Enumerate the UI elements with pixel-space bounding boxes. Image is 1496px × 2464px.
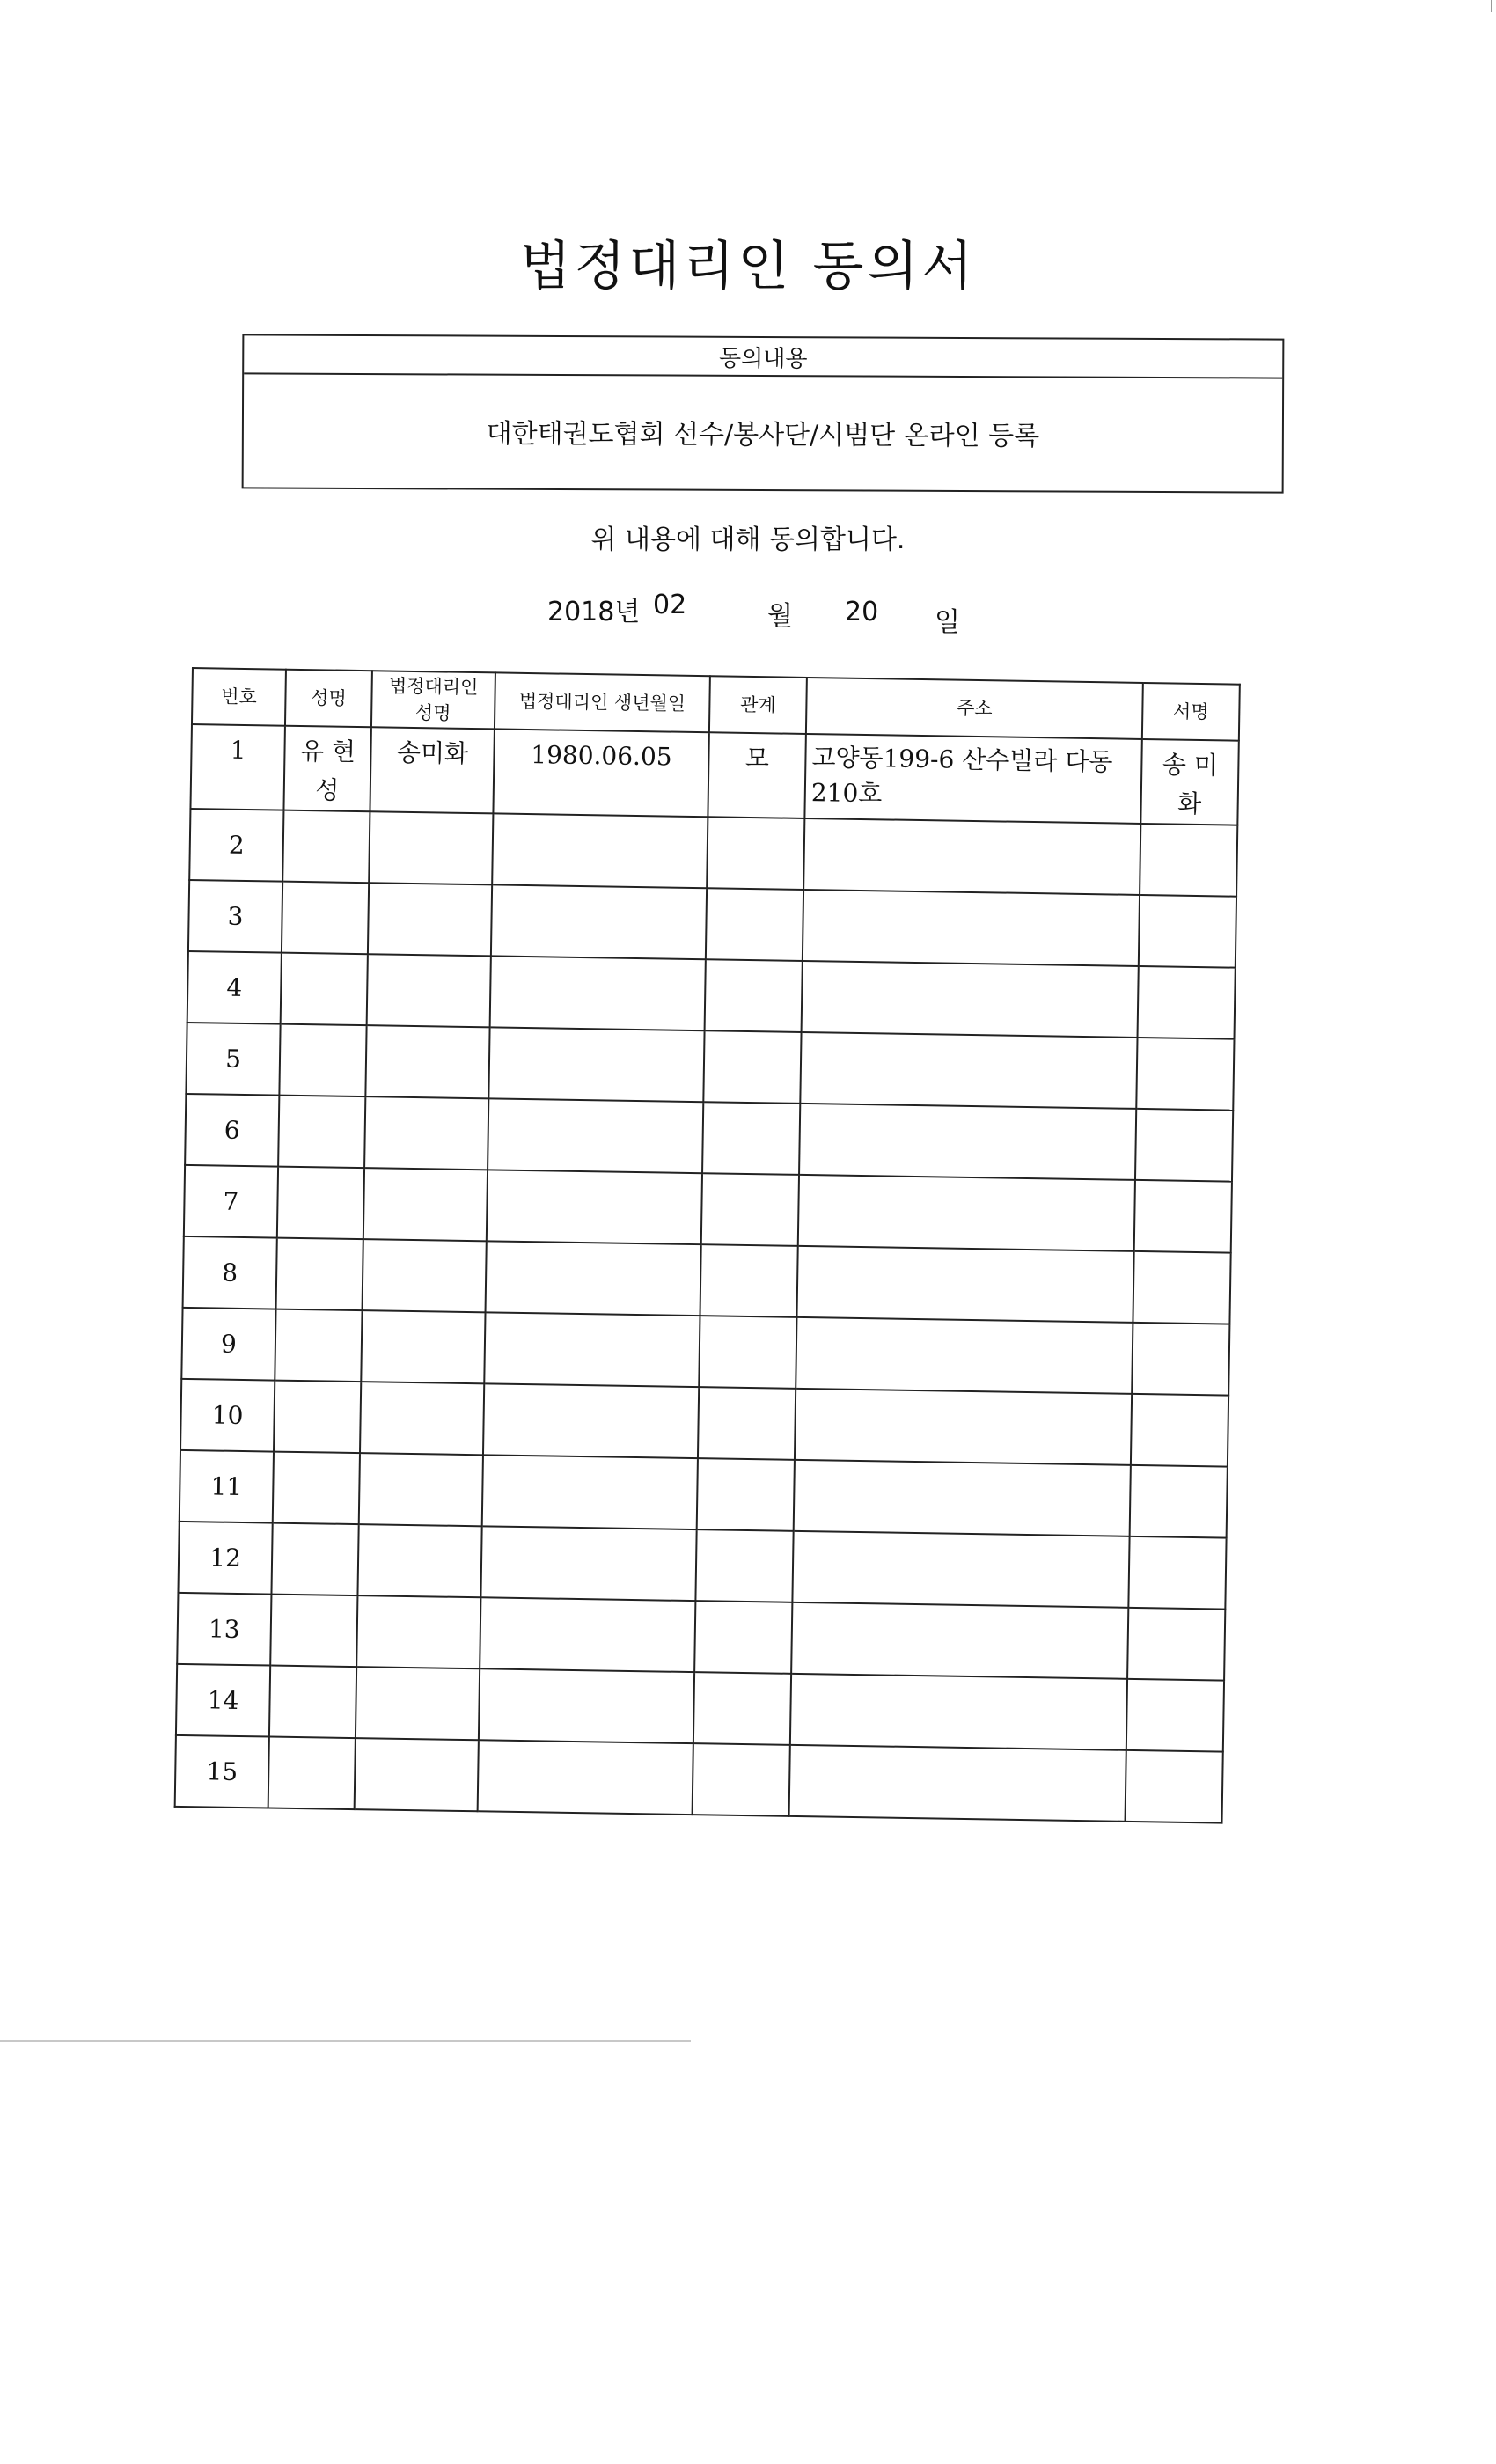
- row-number: 14: [176, 1664, 270, 1737]
- row-number: 2: [189, 809, 283, 882]
- student-name: [279, 1024, 366, 1097]
- student-name: [276, 1238, 363, 1311]
- signature: 송 미 화: [1140, 739, 1238, 825]
- header-guardian-birth: 법정대리인 생년월일: [495, 672, 710, 732]
- signature: [1139, 895, 1236, 968]
- guardian-name: [365, 1025, 489, 1098]
- header-name: 성명: [285, 670, 372, 728]
- table-row: [175, 1735, 1223, 1823]
- signature: [1128, 1536, 1226, 1610]
- row-number: 4: [187, 951, 282, 1024]
- guardian-name: [368, 883, 492, 956]
- relation: [702, 1102, 800, 1175]
- guardian-name: [360, 1382, 484, 1455]
- signature: [1132, 1323, 1229, 1396]
- guardian-birth: [479, 1668, 694, 1743]
- consent-text: 대한태권도협회 선수/봉사단/시범단 온라인 등록: [486, 418, 1040, 452]
- guardian-name: [355, 1738, 479, 1811]
- document-title: 법정대리인 동의서: [519, 236, 977, 297]
- signature: [1126, 1750, 1223, 1823]
- student-name: [274, 1381, 361, 1454]
- relation: [701, 1173, 799, 1246]
- guardian-birth: [483, 1383, 699, 1458]
- date-day-unit: 일: [935, 607, 960, 638]
- consent-box: [242, 334, 1285, 493]
- header-relation: 관계: [709, 676, 807, 734]
- date-month: 02: [653, 590, 687, 620]
- guardian-birth: [491, 884, 707, 959]
- relation: [697, 1458, 795, 1531]
- address: [792, 1531, 1129, 1608]
- student-name: [268, 1737, 356, 1810]
- address: 고양동199-6 산수빌라 다동210호: [804, 734, 1141, 824]
- row-number: 10: [180, 1379, 275, 1452]
- guardian-birth: [478, 1740, 693, 1815]
- relation: [705, 959, 803, 1032]
- row-number: 6: [185, 1094, 279, 1167]
- address: [796, 1317, 1133, 1394]
- student-name: [275, 1309, 362, 1382]
- signature: [1138, 966, 1236, 1039]
- student-name: [282, 810, 370, 884]
- row-number: 7: [184, 1165, 278, 1238]
- signature: [1126, 1679, 1224, 1752]
- address: [794, 1460, 1131, 1536]
- student-name: [269, 1666, 356, 1739]
- registration-table: [174, 667, 1241, 1824]
- address: [790, 1674, 1127, 1750]
- student-name: [277, 1167, 364, 1240]
- date-month-unit: 월: [767, 601, 793, 632]
- signature: [1134, 1180, 1232, 1253]
- relation: [707, 817, 804, 890]
- signature: [1130, 1465, 1228, 1538]
- signature: [1135, 1109, 1233, 1182]
- relation: [703, 1030, 801, 1104]
- guardian-name: [364, 1096, 488, 1170]
- student-name: [278, 1096, 365, 1169]
- guardian-name: [369, 811, 493, 884]
- scan-edge-mark: [1491, 0, 1492, 12]
- signature: [1131, 1394, 1228, 1467]
- relation: [693, 1672, 791, 1745]
- guardian-birth: [480, 1597, 695, 1672]
- student-name: 유 현 성: [283, 726, 370, 812]
- relation: [699, 1316, 796, 1389]
- date-day: 20: [845, 597, 879, 627]
- relation: [695, 1529, 793, 1602]
- signature: [1140, 824, 1237, 897]
- address: [803, 890, 1140, 966]
- registration-table-wrap: [174, 667, 1267, 1824]
- row-number: 15: [175, 1735, 269, 1808]
- row-number: 1: [190, 724, 284, 810]
- header-no: 번호: [192, 668, 286, 726]
- student-name: [282, 882, 369, 955]
- guardian-birth: [488, 1098, 703, 1173]
- guardian-birth: [484, 1312, 700, 1387]
- guardian-birth: 1980.06.05: [493, 729, 708, 817]
- guardian-name: [356, 1667, 480, 1740]
- address: [795, 1389, 1132, 1465]
- guardian-birth: [487, 1170, 702, 1244]
- guardian-name: [356, 1595, 480, 1668]
- address: [798, 1175, 1135, 1251]
- signature: [1133, 1251, 1230, 1324]
- scan-artifact-line: [0, 2040, 691, 2042]
- guardian-name: [363, 1239, 487, 1312]
- guardian-birth: [490, 956, 706, 1030]
- address: [800, 1032, 1137, 1109]
- relation: [694, 1601, 792, 1674]
- guardian-birth: [492, 813, 708, 888]
- row-number: 5: [186, 1023, 280, 1096]
- row-number: 12: [178, 1522, 272, 1595]
- guardian-name: [359, 1453, 483, 1526]
- relation: [698, 1387, 796, 1460]
- row-number: 3: [188, 880, 282, 953]
- guardian-name: [363, 1168, 488, 1241]
- row-number: 13: [177, 1593, 271, 1666]
- student-name: [270, 1595, 357, 1668]
- address: [799, 1104, 1136, 1180]
- student-name: [273, 1452, 360, 1525]
- guardian-name: [367, 954, 491, 1027]
- agree-statement: 위 내용에 대해 동의합니다.: [590, 524, 906, 555]
- guardian-birth: [488, 1027, 704, 1102]
- student-name: [281, 953, 368, 1026]
- header-guardian-name: 법정대리인 성명: [371, 671, 495, 729]
- student-name: [271, 1523, 358, 1596]
- address: [789, 1745, 1126, 1822]
- address: [796, 1246, 1133, 1323]
- consent-header: 동의내용: [244, 335, 1282, 378]
- guardian-birth: [486, 1241, 701, 1316]
- guardian-birth: [480, 1526, 696, 1601]
- row-number: 9: [181, 1308, 275, 1381]
- row-number: 8: [183, 1236, 277, 1309]
- signature: [1136, 1038, 1234, 1111]
- header-address: 주소: [806, 678, 1143, 739]
- address: [803, 818, 1140, 895]
- guardian-name: 송미화: [370, 727, 494, 813]
- table-row: [190, 724, 1238, 825]
- row-number: 11: [180, 1450, 274, 1523]
- date-year: 2018년: [547, 597, 641, 627]
- header-signature: 서명: [1142, 683, 1240, 741]
- relation: [700, 1244, 797, 1317]
- relation: [693, 1743, 790, 1816]
- guardian-name: [357, 1524, 481, 1597]
- relation: [706, 888, 803, 961]
- address: [791, 1602, 1128, 1679]
- guardian-name: [361, 1310, 485, 1383]
- address: [802, 961, 1139, 1038]
- signature: [1127, 1608, 1225, 1681]
- guardian-birth: [482, 1455, 698, 1529]
- relation: 모: [708, 732, 805, 818]
